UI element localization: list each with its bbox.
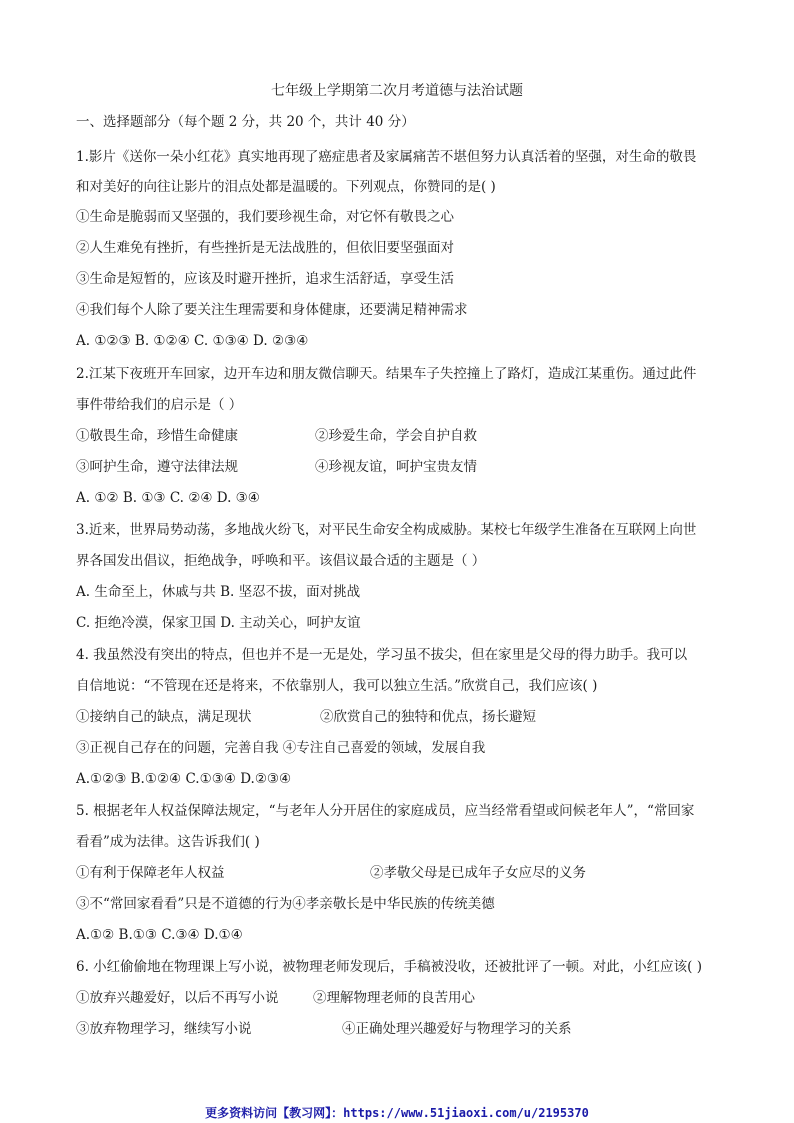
q2-option-1: ①敬畏生命，珍惜生命健康 bbox=[76, 428, 238, 444]
q6-option-4: ④正确处理兴趣爱好与物理学习的关系 bbox=[342, 1021, 572, 1037]
q5-option-1: ①有利于保障老年人权益 bbox=[76, 865, 225, 881]
page-title: 七年级上学期第二次月考道德与法治试题 bbox=[271, 83, 523, 99]
q5-stem-line-2: 看看”成为法律。这告诉我们( ) bbox=[76, 834, 260, 850]
q4-stem-line-2: 自信地说：“不管现在还是将来，不依靠别人，我可以独立生活。”欣赏自己，我们应该( ) bbox=[76, 678, 598, 694]
q4-option-2: ②欣赏自己的独特和优点，扬长避短 bbox=[320, 709, 536, 725]
q1-option-3: ③生命是短暂的，应该及时避开挫折，追求生活舒适，享受生活 bbox=[76, 271, 454, 287]
q1-option-4: ④我们每个人除了要关注生理需要和身体健康，还要满足精神需求 bbox=[76, 302, 468, 318]
q2-option-2: ②珍爱生命，学会自护自救 bbox=[315, 428, 477, 444]
q5-stem-line-1: 5. 根据老年人权益保障法规定，“与老年人分开居住的家庭成员，应当经常看望或问候老年人”，“常回家 bbox=[76, 803, 695, 819]
q6-option-3: ③放弃物理学习，继续写小说 bbox=[76, 1021, 252, 1037]
q3-options-ab: A. 生命至上，休戚与共 B. 坚忍不拔，面对挑战 bbox=[76, 584, 361, 600]
q4-stem-line-1: 4. 我虽然没有突出的特点，但也并不是一无是处，学习虽不拔尖，但在家里是父母的得力助手。我可以 bbox=[76, 647, 688, 663]
q5-options-3-4: ③不“常回家看看”只是不道德的行为④孝亲敬长是中华民族的传统美德 bbox=[76, 896, 495, 912]
q2-answer-choices: A. ①② B. ①③ C. ②④ D. ③④ bbox=[76, 490, 260, 506]
q2-stem-line-2: 事件带给我们的启示是（ ） bbox=[76, 397, 243, 413]
q5-option-2: ②孝敬父母是已成年子女应尽的义务 bbox=[370, 865, 586, 881]
q6-option-2: ②理解物理老师的良苦用心 bbox=[313, 990, 475, 1006]
q1-answer-choices: A. ①②③ B. ①②④ C. ①③④ D. ②③④ bbox=[76, 333, 309, 349]
q5-answer-choices: A.①② B.①③ C.③④ D.①④ bbox=[76, 927, 243, 943]
q3-stem-line-1: 3.近来，世界局势动荡，多地战火纷飞，对平民生命安全构成威胁。某校七年级学生准备在互联网上向世 bbox=[76, 522, 697, 538]
q1-stem-line-2: 和对美好的向往让影片的泪点处都是温暖的。下列观点，你赞同的是( ) bbox=[76, 179, 496, 195]
q1-option-2: ②人生难免有挫折，有些挫折是无法战胜的，但依旧要坚强面对 bbox=[76, 240, 454, 256]
q4-options-3-4: ③正视自己存在的问题，完善自我 ④专注自己喜爱的领域，发展自我 bbox=[76, 740, 486, 756]
q1-stem-line-1: 1.影片《送你一朵小红花》真实地再现了癌症患者及家属痛苦不堪但努力认真活着的坚强，对生命的敬畏 bbox=[76, 149, 697, 165]
q2-stem-line-1: 2.江某下夜班开车回家，边开车边和朋友微信聊天。结果车子失控撞上了路灯，造成江某重伤。通过此件 bbox=[76, 366, 697, 382]
q6-stem-line-1: 6. 小红偷偷地在物理课上写小说，被物理老师发现后，手稿被没收，还被批评了一顿。对此，小红应该( ) bbox=[76, 959, 702, 975]
section-header: 一、选择题部分（每个题 2 分，共 20 个，共计 40 分） bbox=[76, 114, 415, 130]
q2-option-3: ③呵护生命，遵守法律法规 bbox=[76, 459, 238, 475]
q4-option-1: ①接纳自己的缺点，满足现状 bbox=[76, 709, 252, 725]
q1-option-1: ①生命是脆弱而又坚强的，我们要珍视生命，对它怀有敬畏之心 bbox=[76, 209, 454, 225]
q6-option-1: ①放弃兴趣爱好，以后不再写小说 bbox=[76, 990, 279, 1006]
q2-option-4: ④珍视友谊，呵护宝贵友情 bbox=[315, 459, 477, 475]
q4-answer-choices: A.①②③ B.①②④ C.①③④ D.②③④ bbox=[76, 771, 292, 787]
q3-options-cd: C. 拒绝冷漠，保家卫国 D. 主动关心，呵护友谊 bbox=[76, 615, 361, 631]
footer-link[interactable]: 更多资料访问【教习网】：https://www.51jiaoxi.com/u/2195370 bbox=[205, 1106, 589, 1120]
q3-stem-line-2: 界各国发出倡议，拒绝战争，呼唤和平。该倡议最合适的主题是（ ） bbox=[76, 553, 486, 569]
